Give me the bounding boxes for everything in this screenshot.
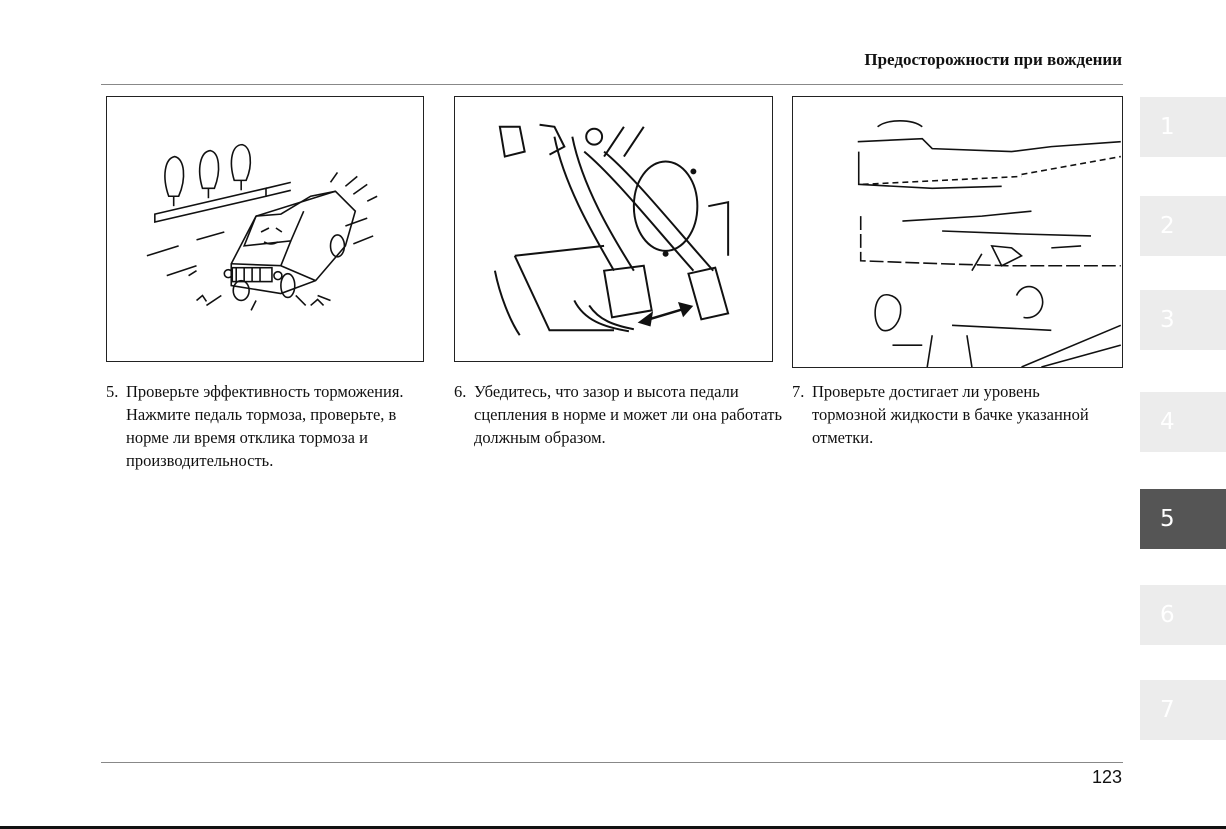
item-number: 6. xyxy=(454,382,467,401)
chapter-tabs xyxy=(1140,0,1226,829)
item-text: Проверьте эффективность торможения. Нажмите педаль тормоза, проверьте, в норме ли время отклика тормоза и производительность. xyxy=(126,382,404,470)
chapter-tab-2[interactable]: 2 xyxy=(1140,196,1226,256)
instruction-item-6 xyxy=(454,380,784,449)
item-number: 5. xyxy=(106,382,119,401)
item-text: Убедитесь, что зазор и высота педали сцепления в норме и может ли она работать должным образом. xyxy=(474,382,782,447)
chapter-tab-6[interactable]: 6 xyxy=(1140,585,1226,645)
car-braking-drawing xyxy=(107,97,423,361)
chapter-tab-1[interactable]: 1 xyxy=(1140,97,1226,157)
chapter-tab-3[interactable]: 3 xyxy=(1140,290,1226,350)
instruction-item-5 xyxy=(106,380,406,472)
page-number: 123 xyxy=(1091,767,1122,787)
chapter-tab-5[interactable]: 5 xyxy=(1140,489,1226,549)
section-title: Предосторожности при вождении xyxy=(864,50,1122,69)
header-divider xyxy=(101,84,1123,85)
item-number: 7. xyxy=(792,382,805,401)
illustration-brake-fluid-reservoir xyxy=(792,96,1123,368)
item-text: Проверьте достигает ли уровень тормозной жидкости в бачке указанной отметки. xyxy=(812,382,1089,447)
instruction-item-7 xyxy=(792,380,1112,449)
illustration-car-braking xyxy=(106,96,424,362)
brake-reservoir-drawing xyxy=(793,97,1122,367)
chapter-tab-7[interactable]: 7 xyxy=(1140,680,1226,740)
clutch-pedal-drawing xyxy=(455,97,772,361)
chapter-tab-4[interactable]: 4 xyxy=(1140,392,1226,452)
illustration-clutch-pedal xyxy=(454,96,773,362)
footer-divider xyxy=(101,762,1123,763)
